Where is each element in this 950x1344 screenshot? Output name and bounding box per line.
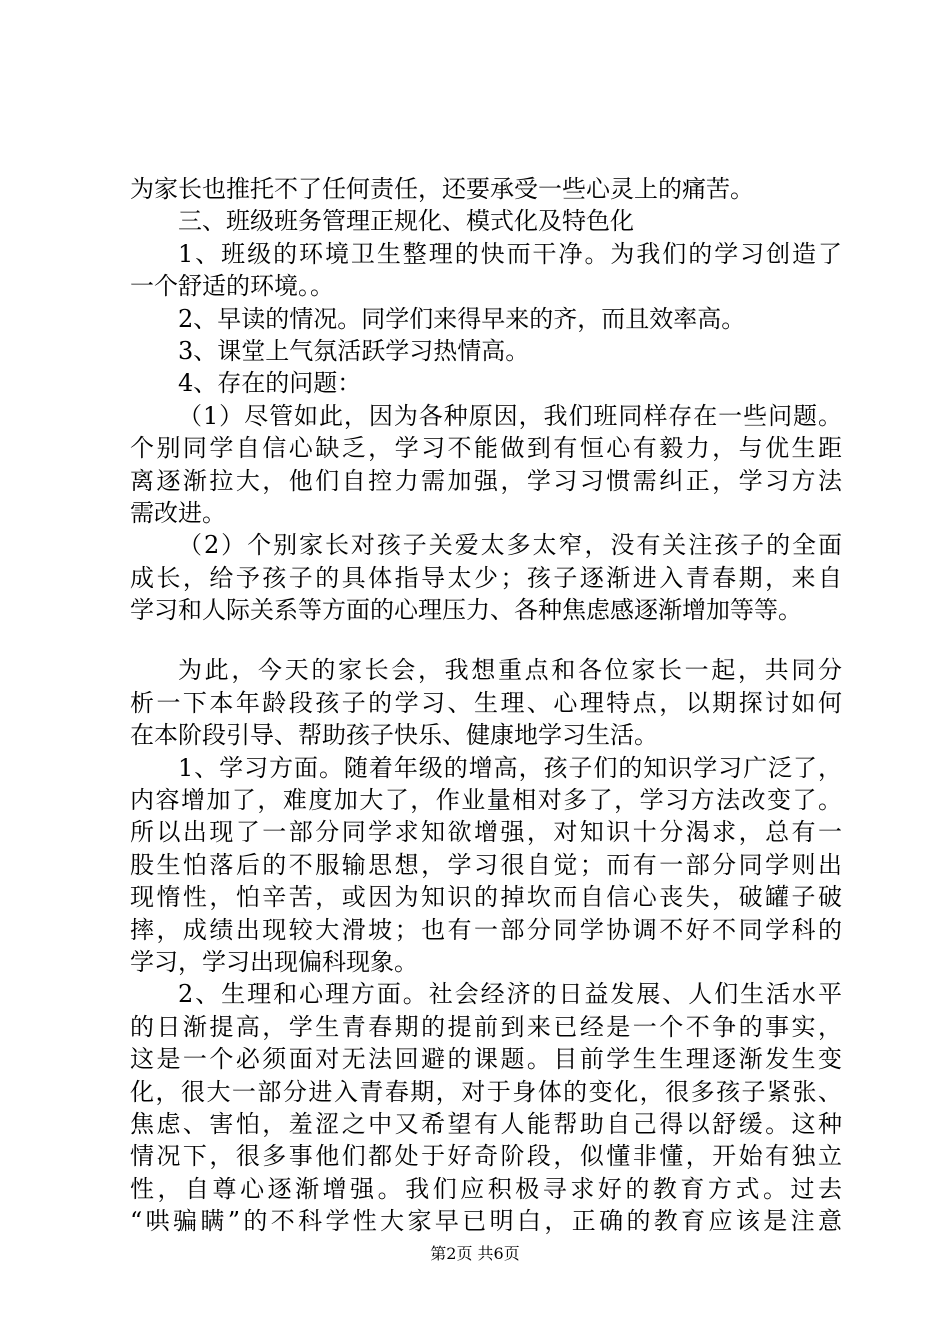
text-block-class-report (130, 173, 842, 626)
text-line: 离逐渐拉大，他们自控力需加强，学习习惯需纠正，学习方法 (130, 466, 842, 495)
text-line: 一个舒适的环境。。 (130, 272, 334, 301)
text-line: 学习，学习出现偏科现象。 (130, 947, 418, 976)
text-line: 成长，给予孩子的具体指导太少；孩子逐渐进入青春期，来自 (130, 563, 842, 592)
text-line: 焦虑、害怕，羞涩之中又希望有人能帮助自己得以舒缓。这种 (130, 1109, 842, 1138)
text-line: 的日渐提高，学生青春期的提前到来已经是一个不争的事实， (130, 1012, 842, 1041)
text-line: 现惰性，怕辛苦，或因为知识的掉坎而自信心丧失，破罐子破 (130, 883, 842, 912)
text-line: 4、存在的问题： (178, 369, 362, 398)
text-line: 股生怕落后的不服输思想，学习很自觉；而有一部分同学则出 (130, 850, 842, 879)
text-line: 为此，今天的家长会，我想重点和各位家长一起，共同分 (178, 656, 842, 685)
text-line: 1、学习方面。随着年级的增高，孩子们的知识学习广泛了， (178, 753, 842, 782)
text-line: 1、班级的环境卫生整理的快而干净。为我们的学习创造了 (178, 239, 842, 268)
page-number-footer: 第2页 共6页 (430, 1244, 520, 1263)
text-line: （2）个别家长对孩子关爱太多太窄，没有关注孩子的全面 (178, 531, 842, 560)
text-line: 需改进。 (130, 498, 226, 527)
text-line: 内容增加了，难度加大了，作业量相对多了，学习方法改变了。 (130, 786, 842, 815)
text-line: 学习和人际关系等方面的心理压力、各种焦虑感逐渐增加等等。 (130, 596, 802, 625)
text-line: 这是一个必须面对无法回避的课题。目前学生生理逐渐发生变 (130, 1045, 842, 1074)
document-body (130, 173, 842, 1238)
text-line: 所以出现了一部分同学求知欲增强，对知识十分渴求，总有一 (130, 818, 842, 847)
text-line: 2、早读的情况。同学们来得早来的齐，而且效率高。 (178, 304, 746, 333)
text-line: （1）尽管如此，因为各种原因，我们班同样存在一些问题。 (178, 401, 842, 430)
text-line: “哄骗瞒”的不科学性大家早已明白，正确的教育应该是注意 (130, 1207, 842, 1236)
text-line: 3、课堂上气氛活跃学习热情高。 (178, 336, 530, 365)
text-line: 在本阶段引导、帮助孩子快乐、健康地学习生活。 (130, 721, 658, 750)
text-line: 为家长也推托不了任何责任，还要承受一些心灵上的痛苦。 (130, 175, 754, 203)
text-line: 化，很大一部分进入青春期，对于身体的变化，很多孩子紧张、 (130, 1077, 842, 1106)
text-line: 情况下，很多事他们都处于好奇阶段，似懂非懂，开始有独立 (130, 1142, 842, 1171)
text-line: 析一下本年龄段孩子的学习、生理、心理特点，以期探讨如何 (130, 688, 842, 717)
text-line: 摔，成绩出现较大滑坡；也有一部分同学协调不好不同学科的 (130, 915, 842, 944)
text-line: 性，自尊心逐渐增强。我们应积极寻求好的教育方式。过去 (130, 1174, 842, 1203)
text-line: 个别同学自信心缺乏，学习不能做到有恒心有毅力，与优生距 (130, 434, 842, 463)
paragraph-gap (130, 626, 842, 654)
text-line: 2、生理和心理方面。社会经济的日益发展、人们生活水平 (178, 980, 842, 1009)
text-line: 三、班级班务管理正规化、模式化及特色化 (178, 207, 634, 236)
text-block-student-analysis (130, 654, 842, 1237)
